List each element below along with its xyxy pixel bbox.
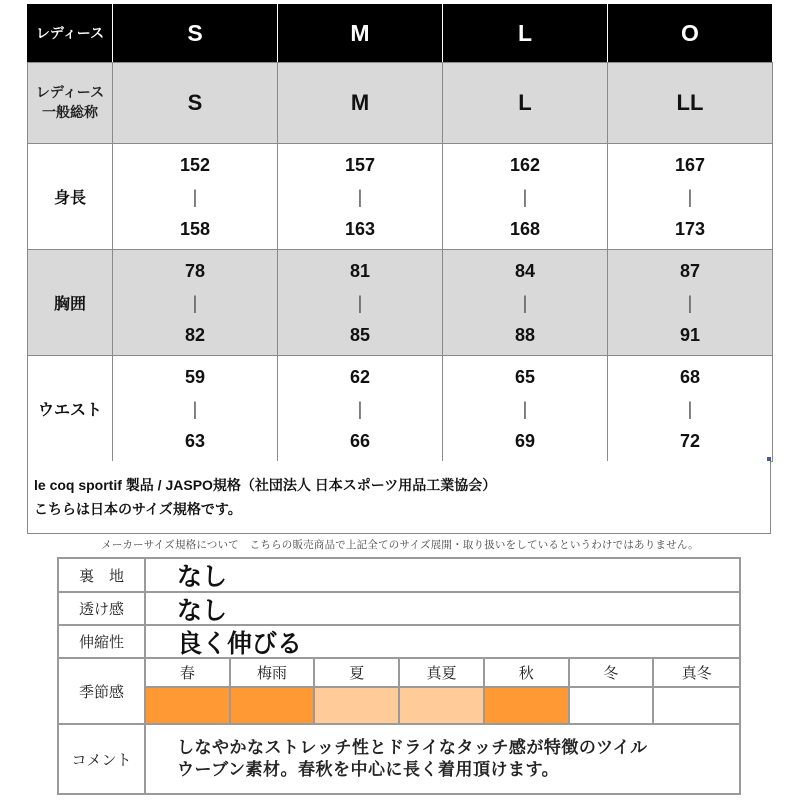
- range-max: 63: [184, 430, 206, 451]
- range-max: 72: [679, 430, 701, 451]
- waist-range-s: [113, 356, 278, 462]
- height-range-s: [113, 144, 278, 250]
- note-line-2: こちらは日本のサイズ規格です。: [34, 501, 242, 517]
- season-grid: [146, 659, 739, 723]
- range-separator: |: [192, 398, 198, 419]
- range-max: 69: [514, 430, 536, 451]
- range-max: 163: [344, 218, 376, 239]
- waist-label: ウエスト: [28, 356, 113, 462]
- chest-range-o: [608, 250, 773, 356]
- range-max: 85: [349, 324, 371, 345]
- season-midwinter: 真冬: [654, 659, 739, 688]
- header-size-s: S: [113, 4, 278, 63]
- comment-text: [177, 725, 648, 793]
- generic-size-m: M: [278, 63, 443, 144]
- waist-range-o: [608, 356, 773, 462]
- range-separator: |: [522, 292, 528, 313]
- range-max: 88: [514, 324, 536, 345]
- chest-row: [28, 250, 773, 356]
- height-label: 身長: [28, 144, 113, 250]
- season-bar-winter: [570, 688, 655, 723]
- season-bar-midwinter: [654, 688, 739, 723]
- waist-range-m: [278, 356, 443, 462]
- season-rainy: 梅雨: [231, 659, 316, 688]
- range-max: 168: [509, 218, 541, 239]
- range-min: 167: [674, 154, 706, 175]
- generic-size-s: S: [113, 63, 278, 144]
- range-separator: |: [357, 292, 363, 313]
- comment-label: コメント: [59, 725, 146, 793]
- range-max: 173: [674, 218, 706, 239]
- range-min: 59: [184, 366, 206, 387]
- fabric-properties-table: [57, 557, 741, 795]
- generic-label-line2: 一般総称: [42, 105, 98, 121]
- chest-label: 胸囲: [28, 250, 113, 356]
- season-spring: 春: [146, 659, 231, 688]
- stretch-value: 良く伸びる: [177, 628, 303, 658]
- header-label: レディース: [28, 4, 113, 63]
- sheerness-label: 透け感: [59, 593, 146, 624]
- range-separator: |: [522, 186, 528, 207]
- size-header-row: [28, 4, 773, 63]
- generic-size-row: [28, 63, 773, 144]
- range-max: 91: [679, 324, 701, 345]
- season-winter: 冬: [570, 659, 655, 688]
- lining-value: なし: [177, 562, 228, 591]
- season-midsummer: 真夏: [400, 659, 485, 688]
- chest-range-s: [113, 250, 278, 356]
- stretch-row: [59, 626, 739, 659]
- lining-row: [59, 559, 739, 593]
- comment-line-1: しなやかなストレッチ性とドライなタッチ感が特徴のツイル: [177, 738, 648, 758]
- season-bar-spring: [146, 688, 231, 723]
- range-min: 87: [679, 260, 701, 281]
- season-bar-midsummer: [400, 688, 485, 723]
- size-disclaimer: メーカーサイズ規格について こちらの販売商品で上記全てのサイズ展開・取り扱いをしているというわけではありません。: [101, 539, 699, 551]
- range-separator: |: [687, 186, 693, 207]
- stretch-label: 伸縮性: [59, 626, 146, 657]
- header-size-o: O: [608, 4, 773, 63]
- range-min: 157: [344, 154, 376, 175]
- range-max: 158: [179, 218, 211, 239]
- range-separator: |: [192, 186, 198, 207]
- range-separator: |: [192, 292, 198, 313]
- comment-line-2: ウーブン素材。春秋を中心に長く着用頂けます。: [177, 760, 560, 780]
- generic-label-line1: レディース: [35, 85, 105, 101]
- height-range-l: [443, 144, 608, 250]
- size-chart-table: [27, 3, 773, 462]
- season-bar-summer: [315, 688, 400, 723]
- sheerness-row: [59, 593, 739, 626]
- height-range-o: [608, 144, 773, 250]
- range-separator: |: [687, 398, 693, 419]
- season-summer: 夏: [315, 659, 400, 688]
- height-range-m: [278, 144, 443, 250]
- generic-size-ll: LL: [608, 63, 773, 144]
- season-row: [59, 659, 739, 725]
- note-line-1: le coq sportif 製品 / JASPO規格（社団法人 日本スポーツ用品工業協会）: [34, 477, 497, 493]
- range-min: 78: [184, 260, 206, 281]
- header-size-m: M: [278, 4, 443, 63]
- header-size-l: L: [443, 4, 608, 63]
- range-min: 84: [514, 260, 536, 281]
- generic-label: [28, 63, 113, 144]
- range-min: 81: [349, 260, 371, 281]
- season-bar-autumn: [485, 688, 570, 723]
- generic-size-l: L: [443, 63, 608, 144]
- range-max: 66: [349, 430, 371, 451]
- season-autumn: 秋: [485, 659, 570, 688]
- range-min: 62: [349, 366, 371, 387]
- season-bar-rainy: [231, 688, 316, 723]
- range-min: 162: [509, 154, 541, 175]
- range-max: 82: [184, 324, 206, 345]
- range-separator: |: [357, 186, 363, 207]
- range-min: 68: [679, 366, 701, 387]
- waist-range-l: [443, 356, 608, 462]
- range-min: 152: [179, 154, 211, 175]
- lining-label: 裏 地: [59, 559, 146, 591]
- range-min: 65: [514, 366, 536, 387]
- comment-row: [59, 725, 739, 793]
- height-row: [28, 144, 773, 250]
- chest-range-l: [443, 250, 608, 356]
- size-standard-note: [27, 461, 771, 534]
- range-separator: |: [357, 398, 363, 419]
- range-separator: |: [687, 292, 693, 313]
- sheerness-value: なし: [177, 595, 228, 625]
- chest-range-m: [278, 250, 443, 356]
- range-separator: |: [522, 398, 528, 419]
- season-label: 季節感: [59, 659, 146, 723]
- waist-row: [28, 356, 773, 462]
